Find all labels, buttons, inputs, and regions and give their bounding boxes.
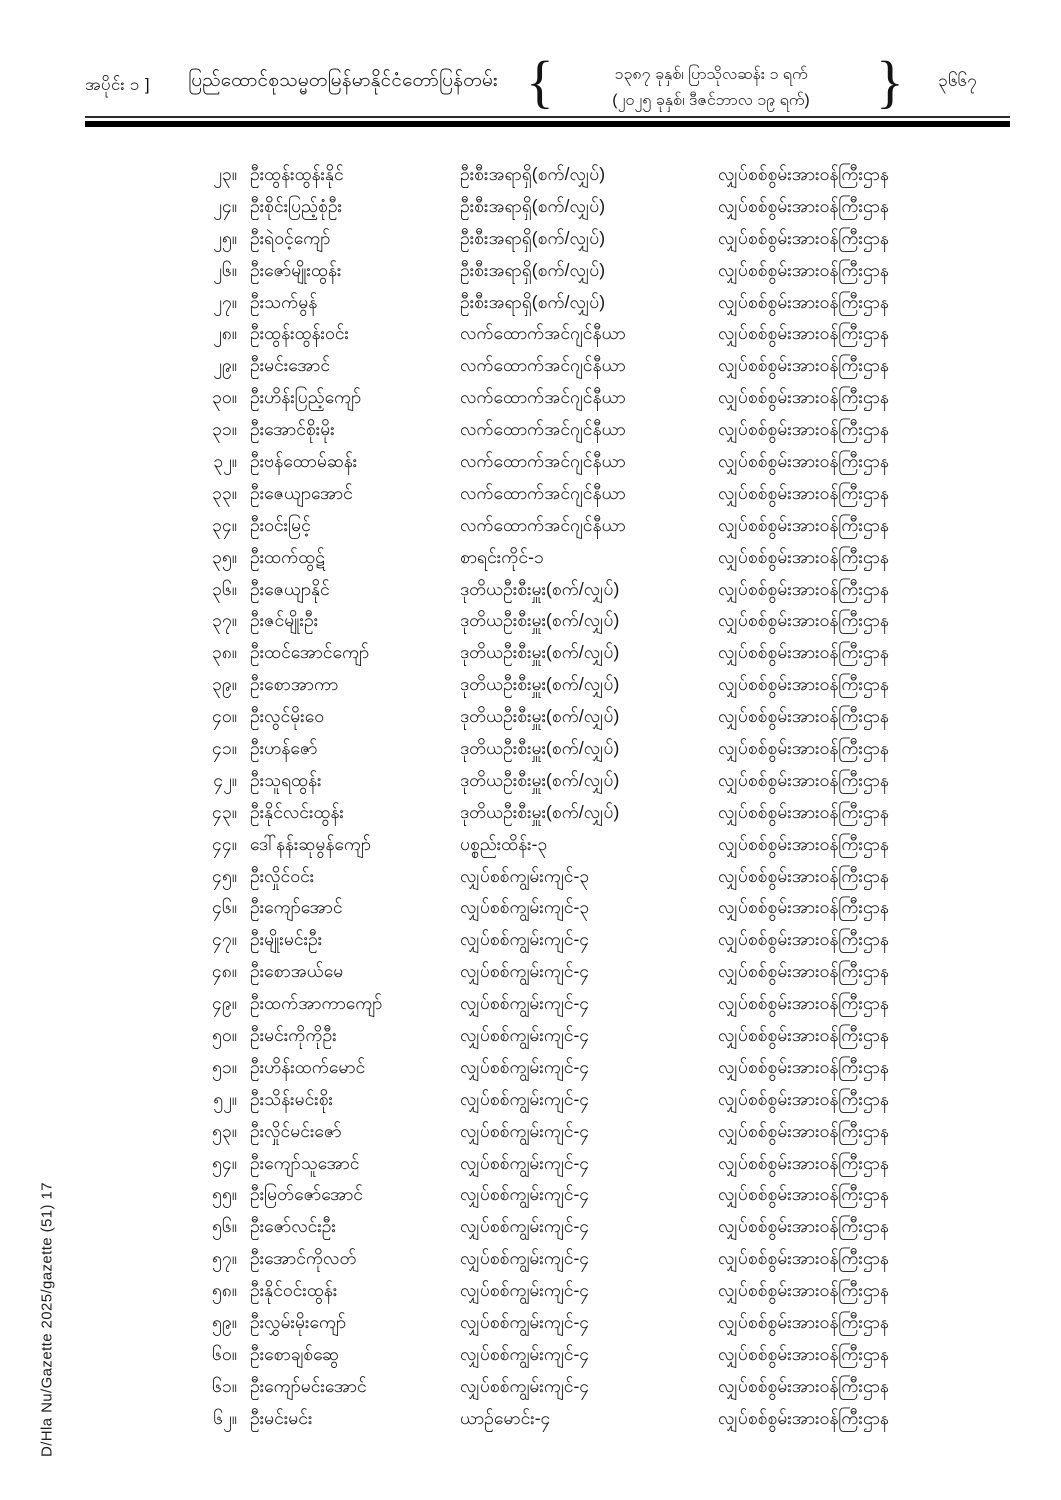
cell-no: ၃၂။ (213, 450, 237, 471)
cell-position: လျှပ်စစ်ကျွမ်းကျင်-၃ (460, 897, 590, 918)
cell-position: စာရင်းကိုင်-၁ (460, 546, 544, 567)
cell-no: ၂၈။ (213, 323, 237, 344)
page-title: ပြည်ထောင်စုသမ္မတမြန်မာနိုင်ငံတော်ပြန်တမ်း (188, 70, 498, 91)
cell-position: လျှပ်စစ်ကျွမ်းကျင်-၄ (460, 1088, 590, 1109)
table-row (85, 224, 1010, 256)
cell-no: ၃၀။ (212, 387, 237, 408)
cell-ministry: လျှပ်စစ်စွမ်းအားဝန်ကြီးဌာန (718, 1280, 889, 1301)
cell-no: ၂၇။ (213, 291, 237, 312)
cell-name: ဦးဟိန်းထက်မောင် (250, 1056, 366, 1077)
table-row (85, 989, 1010, 1021)
table-row (85, 670, 1010, 702)
cell-position: ဦးစီးအရာရှိ(စက်/လျှပ်) (460, 163, 606, 184)
cell-position: လက်ထောက်အင်ဂျင်နီယာ (460, 450, 626, 471)
cell-ministry: လျှပ်စစ်စွမ်းအားဝန်ကြီးဌာန (718, 227, 889, 248)
cell-ministry: လျှပ်စစ်စွမ်းအားဝန်ကြီးဌာန (718, 801, 889, 822)
table-row (85, 479, 1010, 511)
table-row (85, 192, 1010, 224)
table-row (85, 1117, 1010, 1149)
cell-no: ၂၄။ (213, 195, 237, 216)
cell-no: ၅၁။ (212, 1056, 237, 1077)
table-row (85, 1372, 1010, 1404)
cell-name: ဦးထက်ထွဋ် (250, 546, 325, 567)
cell-ministry: လျှပ်စစ်စွမ်းအားဝန်ကြီးဌာန (718, 1184, 889, 1205)
table-row (85, 383, 1010, 415)
cell-name: ဦးရဲဝင့်ကျော် (250, 227, 331, 248)
cell-ministry: လျှပ်စစ်စွမ်းအားဝန်ကြီးဌာန (718, 387, 889, 408)
table-row (85, 1212, 1010, 1244)
cell-no: ၆၂။ (213, 1407, 237, 1428)
table-row (85, 1404, 1010, 1436)
date-line-gregorian: (၂၀၂၅ ခုနှစ်၊ ဒီဇင်ဘာလ ၁၉ ရက်) (612, 92, 810, 109)
table-row (85, 1276, 1010, 1308)
cell-name: ဦးအောင်ကိုလတ် (250, 1248, 357, 1269)
cell-position: လက်ထောက်အင်ဂျင်နီယာ (460, 514, 626, 535)
cell-no: ၃၄။ (212, 514, 237, 535)
cell-ministry: လျှပ်စစ်စွမ်းအားဝန်ကြီးဌာန (718, 1375, 889, 1396)
cell-name: ဦးမင်းကိုကိုဦး (250, 1024, 337, 1045)
cell-no: ၅၈။ (211, 1280, 237, 1301)
cell-name: ဦးမျိုးမင်းဦး (250, 929, 323, 950)
cell-name: ဦးသူရထွန်း (250, 769, 322, 790)
cell-no: ၅၅။ (212, 1184, 237, 1205)
cell-ministry: လျှပ်စစ်စွမ်းအားဝန်ကြီးဌာန (718, 291, 889, 312)
cell-ministry: လျှပ်စစ်စွမ်းအားဝန်ကြီးဌာန (718, 1343, 889, 1364)
table-row (85, 1021, 1010, 1053)
cell-position: လျှပ်စစ်ကျွမ်းကျင်-၄ (460, 1184, 590, 1205)
cell-no: ၄၅။ (212, 865, 237, 886)
cell-position: လက်ထောက်အင်ဂျင်နီယာ (460, 482, 626, 503)
cell-ministry: လျှပ်စစ်စွမ်းအားဝန်ကြီးဌာန (718, 929, 889, 950)
cell-name: ဦးလှိုင်ဝင်း (250, 865, 315, 886)
cell-position: လက်ထောက်အင်ဂျင်နီယာ (460, 387, 626, 408)
cell-ministry: လျှပ်စစ်စွမ်းအားဝန်ကြီးဌာန (718, 482, 889, 503)
cell-ministry: လျှပ်စစ်စွမ်းအားဝန်ကြီးဌာန (718, 419, 889, 440)
cell-ministry: လျှပ်စစ်စွမ်းအားဝန်ကြီးဌာန (718, 1056, 889, 1077)
table-row (85, 862, 1010, 894)
cell-name: ဦးကျော်မင်းအောင် (250, 1375, 367, 1396)
table-row (85, 288, 1010, 320)
table-row (85, 1340, 1010, 1372)
cell-position: လျှပ်စစ်ကျွမ်းကျင်-၄ (460, 961, 590, 982)
cell-position: လျှပ်စစ်ကျွမ်းကျင်-၄ (460, 1248, 590, 1269)
cell-ministry: လျှပ်စစ်စွမ်းအားဝန်ကြီးဌာန (718, 993, 889, 1014)
cell-name: ဦးလွှမ်းမိုးကျော် (250, 1312, 347, 1332)
cell-ministry: လျှပ်စစ်စွမ်းအားဝန်ကြီးဌာန (718, 259, 889, 280)
table-row (85, 1149, 1010, 1181)
cell-ministry: လျှပ်စစ်စွမ်းအားဝန်ကြီးဌာန (718, 1024, 889, 1045)
cell-name: ဦးဇော်လင်းဦး (250, 1216, 336, 1237)
roster-table-body (85, 160, 1010, 1436)
table-row (85, 1308, 1010, 1340)
cell-no: ၆၁။ (212, 1375, 237, 1396)
right-brace-glyph: } (876, 49, 904, 114)
cell-ministry: လျှပ်စစ်စွမ်းအားဝန်ကြီးဌာန (718, 897, 889, 918)
table-row (85, 638, 1010, 670)
date-line-myanmar-era: ၁၃၈၇ ခုနှစ်၊ ပြာသိုလဆန်း ၁ ရက် (614, 66, 808, 83)
printer-mark-vertical-text: D/Hla Nu/Gazette 2025/gazette (51) 17 (38, 1182, 56, 1458)
cell-position: လျှပ်စစ်ကျွမ်းကျင်-၄ (460, 1024, 590, 1045)
cell-ministry: လျှပ်စစ်စွမ်းအားဝန်ကြီးဌာန (718, 706, 889, 727)
cell-no: ၄၉။ (212, 993, 237, 1014)
cell-position: ဒုတိယဦးစီးမှူး(စက်/လျှပ်) (460, 674, 620, 695)
cell-no: ၃၉။ (212, 674, 237, 695)
cell-no: ၂၆။ (213, 259, 237, 280)
cell-name: ဦးသက်မွန် (250, 291, 318, 312)
table-row (85, 1244, 1010, 1276)
cell-position: လက်ထောက်အင်ဂျင်နီယာ (460, 323, 626, 344)
cell-ministry: လျှပ်စစ်စွမ်းအားဝန်ကြီးဌာန (718, 769, 889, 790)
cell-ministry: လျှပ်စစ်စွမ်းအားဝန်ကြီးဌာန (718, 1120, 889, 1141)
cell-position: ဒုတိယဦးစီးမှူး(စက်/လျှပ်) (460, 737, 620, 758)
cell-ministry: လျှပ်စစ်စွမ်းအားဝန်ကြီးဌာန (718, 1152, 889, 1173)
cell-no: ၂၉။ (213, 355, 237, 376)
cell-position: ဒုတိယဦးစီးမှူး(စက်/လျှပ်) (460, 801, 620, 822)
cell-no: ၄၆။ (212, 897, 237, 918)
page-number: ၃၆၆၇ (938, 71, 977, 90)
cell-no: ၄၇။ (212, 929, 237, 950)
cell-no: ၅၄။ (212, 1152, 237, 1173)
cell-ministry: လျှပ်စစ်စွမ်းအားဝန်ကြီးဌာန (718, 546, 889, 567)
cell-name: ဦးဟိန်းပြည့်ကျော် (250, 387, 362, 408)
cell-no: ၃၁။ (212, 419, 237, 440)
cell-position: ယာဉ်မောင်း-၄ (460, 1407, 551, 1428)
cell-ministry: လျှပ်စစ်စွမ်းအားဝန်ကြီးဌာန (718, 450, 889, 471)
cell-position: လျှပ်စစ်ကျွမ်းကျင်-၄ (460, 929, 590, 950)
cell-name: ဦးမြတ်ဇော်အောင် (250, 1184, 364, 1205)
cell-ministry: လျှပ်စစ်စွမ်းအားဝန်ကြီးဌာန (718, 1248, 889, 1269)
cell-no: ၄၂။ (213, 769, 237, 790)
cell-name: ဦးလှိုင်မင်းဇော် (250, 1120, 342, 1141)
cell-no: ၅၇။ (212, 1248, 237, 1269)
cell-name: ဦးထွန်းထွန်းနိုင် (250, 163, 344, 184)
header-part-label: အပိုင်း ၁ ] (85, 75, 150, 94)
table-row (85, 1053, 1010, 1085)
cell-ministry: လျှပ်စစ်စွမ်းအားဝန်ကြီးဌာန (718, 1407, 889, 1428)
cell-no: ၅၃။ (212, 1120, 237, 1141)
cell-position: လျှပ်စစ်ကျွမ်းကျင်-၄ (460, 1312, 590, 1332)
cell-name: ဦးမင်းအောင် (250, 355, 331, 376)
left-brace-glyph: { (526, 49, 554, 114)
divider-thick-line (85, 121, 1010, 127)
cell-position: လျှပ်စစ်ကျွမ်းကျင်-၄ (460, 1056, 590, 1077)
cell-position: လျှပ်စစ်ကျွမ်းကျင်-၄ (460, 1343, 590, 1364)
cell-name: ဦးသိန်းမင်းစိုး (250, 1088, 334, 1109)
header-divider (85, 116, 1010, 127)
cell-no: ၃၈။ (211, 642, 237, 663)
cell-ministry: လျှပ်စစ်စွမ်းအားဝန်ကြီးဌာန (718, 1216, 889, 1237)
table-row (85, 1181, 1010, 1213)
cell-name: ဦးစောအယ်မေ (250, 961, 344, 982)
cell-name: ဦးဇော်မျိုးထွန်း (250, 259, 342, 280)
cell-position: ဒုတိယဦးစီးမှူး(စက်/လျှပ်) (460, 769, 620, 790)
table-row (85, 830, 1010, 862)
cell-position: ဒုတိယဦးစီးမှူး(စက်/လျှပ်) (460, 642, 620, 663)
cell-position: ဦးစီးအရာရှိ(စက်/လျှပ်) (460, 259, 606, 280)
cell-position: လျှပ်စစ်ကျွမ်းကျင်-၄ (460, 1216, 590, 1237)
cell-no: ၃၃။ (212, 482, 237, 503)
cell-position: ဦးစီးအရာရှိ(စက်/လျှပ်) (460, 227, 606, 248)
table-row (85, 351, 1010, 383)
date-block (556, 62, 866, 114)
cell-ministry: လျှပ်စစ်စွမ်းအားဝန်ကြီးဌာန (718, 355, 889, 376)
cell-name: ဦးစောအာကာ (250, 674, 339, 695)
cell-ministry: လျှပ်စစ်စွမ်းအားဝန်ကြီးဌာန (718, 578, 889, 599)
table-row (85, 734, 1010, 766)
cell-no: ၄၁။ (212, 737, 237, 758)
cell-name: ဦးထင်အောင်ကျော် (250, 642, 370, 663)
table-row (85, 798, 1010, 830)
cell-ministry: လျှပ်စစ်စွမ်းအားဝန်ကြီးဌာန (718, 163, 889, 184)
table-row (85, 702, 1010, 734)
cell-name: ဦးဟန်ဇော် (250, 737, 318, 758)
table-row (85, 957, 1010, 989)
cell-position: ဒုတိယဦးစီးမှူး(စက်/လျှပ်) (460, 578, 620, 599)
cell-ministry: လျှပ်စစ်စွမ်းအားဝန်ကြီးဌာန (718, 674, 889, 695)
cell-no: ၃၆။ (212, 578, 237, 599)
cell-name: ဦးစောချစ်ဆွေ (250, 1343, 339, 1364)
table-row (85, 319, 1010, 351)
cell-name: ဦးလွင်မိုးဝေ (250, 706, 325, 727)
cell-ministry: လျှပ်စစ်စွမ်းအားဝန်ကြီးဌာန (718, 1088, 889, 1109)
table-row (85, 256, 1010, 288)
cell-position: ဦးစီးအရာရှိ(စက်/လျှပ်) (460, 291, 606, 312)
cell-name: ဦးနိုင်ဝင်းထွန်း (250, 1280, 338, 1301)
cell-name: ဦးနိုင်လင်းထွန်း (250, 801, 344, 822)
cell-name: ဦးဇေယျာနိုင် (250, 578, 330, 599)
cell-no: ၂၃။ (213, 163, 237, 184)
cell-position: လျှပ်စစ်ကျွမ်းကျင်-၄ (460, 1120, 590, 1141)
cell-no: ၅၀။ (212, 1024, 237, 1045)
cell-position: ပစ္စည်းထိန်း-၃ (460, 833, 548, 854)
table-row (85, 1085, 1010, 1117)
cell-ministry: လျှပ်စစ်စွမ်းအားဝန်ကြီးဌာန (718, 195, 889, 216)
cell-position: ဒုတိယဦးစီးမှူး(စက်/လျှပ်) (460, 706, 620, 727)
cell-ministry: လျှပ်စစ်စွမ်းအားဝန်ကြီးဌာန (718, 1312, 889, 1332)
cell-name: ဦးဝင်းမြင့် (250, 514, 311, 535)
table-row (85, 415, 1010, 447)
cell-no: ၃၅။ (212, 546, 237, 567)
cell-ministry: လျှပ်စစ်စွမ်းအားဝန်ကြီးဌာန (718, 323, 889, 344)
cell-position: ဦးစီးအရာရှိ(စက်/လျှပ်) (460, 195, 606, 216)
cell-name: ဦးထက်အာကာကျော် (250, 993, 383, 1014)
cell-ministry: လျှပ်စစ်စွမ်းအားဝန်ကြီးဌာန (718, 514, 889, 535)
cell-name: ဦးအောင်စိုးမိုး (250, 419, 335, 440)
table-row (85, 893, 1010, 925)
cell-ministry: လျှပ်စစ်စွမ်းအားဝန်ကြီးဌာန (718, 642, 889, 663)
cell-no: ၄၀။ (212, 706, 237, 727)
cell-no: ၄၈။ (211, 961, 237, 982)
table-row (85, 543, 1010, 575)
cell-ministry: လျှပ်စစ်စွမ်းအားဝန်ကြီးဌာန (718, 865, 889, 886)
table-row (85, 160, 1010, 192)
table-row (85, 511, 1010, 543)
cell-no: ၅၂။ (213, 1088, 237, 1109)
cell-no: ၄၃။ (212, 801, 237, 822)
cell-no: ၅၉။ (212, 1312, 237, 1332)
cell-position: လျှပ်စစ်ကျွမ်းကျင်-၄ (460, 1280, 590, 1301)
cell-no: ၄၄။ (212, 833, 237, 854)
table-row (85, 447, 1010, 479)
cell-no: ၂၅။ (213, 227, 237, 248)
table-row (85, 766, 1010, 798)
cell-name: ဦးထွန်းထွန်းဝင်း (250, 323, 349, 344)
cell-position: လက်ထောက်အင်ဂျင်နီယာ (460, 355, 626, 376)
table-row (85, 575, 1010, 607)
cell-position: လက်ထောက်အင်ဂျင်နီယာ (460, 419, 626, 440)
cell-name: ဦးကျော်သူအောင် (250, 1152, 360, 1173)
cell-position: လျှပ်စစ်ကျွမ်းကျင်-၃ (460, 865, 590, 886)
cell-position: လျှပ်စစ်ကျွမ်းကျင်-၄ (460, 1375, 590, 1396)
table-row (85, 925, 1010, 957)
cell-ministry: လျှပ်စစ်စွမ်းအားဝန်ကြီးဌာန (718, 610, 889, 631)
cell-position: ဒုတိယဦးစီးမှူး(စက်/လျှပ်) (460, 610, 620, 631)
cell-no: ၃၇။ (212, 610, 237, 631)
cell-no: ၅၆။ (212, 1216, 237, 1237)
cell-ministry: လျှပ်စစ်စွမ်းအားဝန်ကြီးဌာန (718, 833, 889, 854)
cell-ministry: လျှပ်စစ်စွမ်းအားဝန်ကြီးဌာန (718, 961, 889, 982)
cell-name: ဦးမင်းမင်း (250, 1407, 313, 1428)
cell-name: ဒေါ်နန်းဆုမွန်ကျော် (250, 833, 371, 854)
cell-name: ဦးဇင်မျိုးဦး (250, 610, 319, 631)
cell-name: ဦးဗန်ထောမ်ဆန်း (250, 450, 358, 471)
cell-name: ဦးကျော်အောင် (250, 897, 343, 918)
table-row (85, 606, 1010, 638)
cell-ministry: လျှပ်စစ်စွမ်းအားဝန်ကြီးဌာန (718, 737, 889, 758)
cell-name: ဦးစိုင်းပြည့်စုံဦး (250, 195, 342, 216)
cell-no: ၆၀။ (212, 1343, 237, 1364)
cell-position: လျှပ်စစ်ကျွမ်းကျင်-၄ (460, 993, 590, 1014)
cell-position: လျှပ်စစ်ကျွမ်းကျင်-၄ (460, 1152, 590, 1173)
cell-name: ဦးဇေယျာအောင် (250, 482, 353, 503)
